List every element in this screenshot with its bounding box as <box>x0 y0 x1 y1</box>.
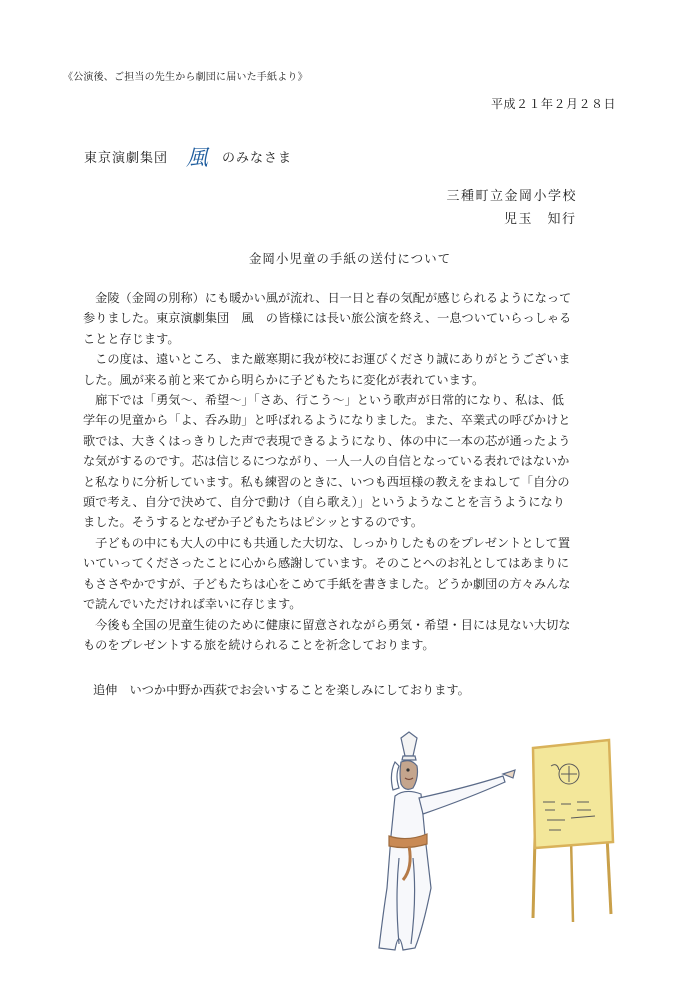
letter-date: 平成２１年２月２８日 <box>490 97 616 111</box>
letter-body <box>83 288 623 655</box>
postscript: 追伸 いつか中野か西荻でお会いすることを楽しみにしております。 <box>93 683 470 697</box>
header-note: 《公演後、ご担当の先生から劇団に届いた手紙より》 <box>63 72 308 83</box>
body-paragraph: 廊下では「勇気～、希望～」「さあ、行こう～」という歌声が日常的になり、私は、低 学年の児童から「よ、呑み助」と呼ばれるようになりました。また、卒業式の呼びかけと 歌では、大きくはっきりした声で表現できるようになり、体の中に一本の芯が通ったよう な気がするのです。芯は信じるにつながり、一人一人の自信となっている表れではないか と私なりに分析しています。私も練習のときに、いつも西垣様の教えをまねして「自分の 頭で考え、自分で決めて、自分で動け（自ら歌え）」というようなことを言うようになり ました。そうするとなぜか子どもたちはピシッとするのです。 <box>83 393 571 530</box>
body-paragraph: 金陵（金岡の別称）にも暖かい風が流れ、日一日と春の気配が感じられるようになって 参りました。東京演劇集団 風 の皆様には長い旅公演を終え、一息ついていらっしゃる ことと存じます。 <box>83 291 572 346</box>
addressee-company: 東京演劇集団 <box>84 151 169 166</box>
sender-name: 児玉 知行 <box>504 212 577 227</box>
teacher-figure-icon <box>379 732 515 950</box>
body-paragraph: 子どもの中にも大人の中にも共通した大切な、しっかりしたものをプレゼントとして置 いていってくださったことに心から感謝しています。そのことへのお礼としてはあまりに もささやかですが、子どもたちは心をこめて手紙を書きました。どうか劇団の方々みんな で読んでいただければ幸いに存じます。 <box>83 535 571 612</box>
addressee <box>84 141 292 172</box>
sender-school: 三種町立金岡小学校 <box>446 189 577 204</box>
body-paragraph: 今後も全国の児童生徒のために健康に留意されながら勇気・希望・目には見ない大切な ものをプレゼントする旅を続けられることを祈念しております。 <box>83 617 571 652</box>
body-paragraph: この度は、遠いところ、また厳寒期に我が校にお運びくださり誠にありがとうございま した。風が来る前と来てから明らかに子どもたちに変化が表れています。 <box>83 352 571 387</box>
letter-subject: 金岡小児童の手紙の送付について <box>248 251 452 266</box>
easel-board-icon <box>533 740 613 922</box>
company-name-kaze: 風 <box>186 146 209 171</box>
addressee-suffix: のみなさま <box>222 151 293 166</box>
illustration-teacher-easel <box>365 718 625 958</box>
